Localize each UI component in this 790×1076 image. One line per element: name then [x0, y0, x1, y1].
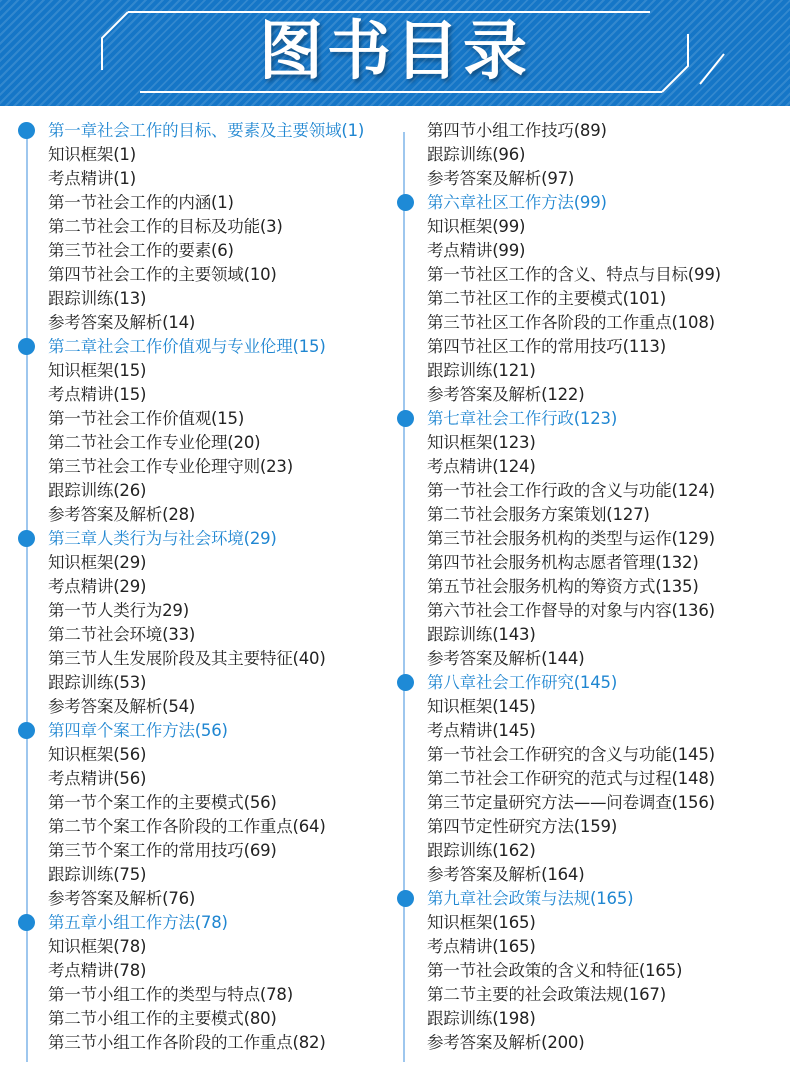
toc-entry [26, 1007, 401, 1031]
toc-entry-label: 考点精讲(56) [48, 769, 147, 788]
toc-entry [405, 695, 790, 719]
toc-entry-label: 第四节社区工作的常用技巧(113) [427, 337, 666, 356]
toc-entry [26, 575, 401, 599]
toc-entry [405, 863, 790, 887]
toc-entry-label: 第一节社会工作行政的含义与功能(124) [427, 481, 715, 500]
toc-entry-label: 考点精讲(78) [48, 961, 147, 980]
toc-entry [405, 383, 790, 407]
timeline-dot-icon [18, 338, 35, 355]
toc-entry [26, 383, 401, 407]
toc-entry-label: 第二节主要的社会政策法规(167) [427, 985, 666, 1004]
header-banner [0, 0, 790, 106]
toc-entry-label: 第三节社区工作各阶段的工作重点(108) [427, 313, 715, 332]
toc-entry-label: 第四章个案工作方法(56) [48, 721, 228, 740]
toc-entry [26, 287, 401, 311]
timeline-dot-icon [397, 410, 414, 427]
toc-entry [405, 815, 790, 839]
toc-entry [26, 239, 401, 263]
toc-entry [405, 239, 790, 263]
toc-entry [405, 719, 790, 743]
toc-entry-label: 跟踪训练(75) [48, 865, 147, 884]
toc-entry-label: 知识框架(165) [427, 913, 536, 932]
toc-entry-label: 第二节社区工作的主要模式(101) [427, 289, 666, 308]
chapter-heading [405, 887, 790, 911]
toc-entry [26, 935, 401, 959]
toc-entry [26, 479, 401, 503]
toc-entry [26, 1031, 401, 1055]
toc-entry [26, 215, 401, 239]
toc-entry-label: 参考答案及解析(97) [427, 169, 575, 188]
toc-entry-label: 第七章社会工作行政(123) [427, 409, 618, 428]
toc-entry-label: 知识框架(145) [427, 697, 536, 716]
toc-entry [26, 551, 401, 575]
toc-entry [405, 935, 790, 959]
toc-entry [26, 815, 401, 839]
toc-entry [26, 359, 401, 383]
toc-entry-label: 第一节社会工作价值观(15) [48, 409, 245, 428]
toc-entry [405, 263, 790, 287]
toc-entry-label: 参考答案及解析(164) [427, 865, 585, 884]
toc-entry [405, 311, 790, 335]
toc-entry [405, 599, 790, 623]
toc-entry [26, 671, 401, 695]
toc-entry-label: 第二节社会工作的目标及功能(3) [48, 217, 283, 236]
toc-entry [405, 1031, 790, 1055]
toc-entry-label: 考点精讲(1) [48, 169, 136, 188]
timeline-dot-icon [397, 194, 414, 211]
timeline-dot-icon [18, 530, 35, 547]
toc-entry [405, 215, 790, 239]
toc-entry-label: 第二节个案工作各阶段的工作重点(64) [48, 817, 326, 836]
toc-entry-label: 第四节社会工作的主要领域(10) [48, 265, 277, 284]
toc-entry-label: 第二节社会工作研究的范式与过程(148) [427, 769, 715, 788]
toc-entry [26, 743, 401, 767]
toc-entry-label: 跟踪训练(53) [48, 673, 147, 692]
toc-entry-label: 跟踪训练(143) [427, 625, 536, 644]
toc-entry [26, 647, 401, 671]
toc-entry [26, 791, 401, 815]
timeline-dot-icon [18, 722, 35, 739]
toc-entry [26, 311, 401, 335]
toc-entry [26, 863, 401, 887]
toc-entry-label: 考点精讲(124) [427, 457, 536, 476]
toc-entry [26, 839, 401, 863]
toc-entry-label: 第三节社会服务机构的类型与运作(129) [427, 529, 715, 548]
toc-entry-label: 跟踪训练(162) [427, 841, 536, 860]
toc-entry-label: 第一节社会工作研究的含义与功能(145) [427, 745, 715, 764]
toc-entry [405, 527, 790, 551]
toc-entry [405, 911, 790, 935]
toc-entry-label: 第二章社会工作价值观与专业伦理(15) [48, 337, 326, 356]
toc-entry [26, 887, 401, 911]
toc-entry [26, 959, 401, 983]
page-title: 图书目录 [259, 15, 531, 89]
toc-entry-label: 知识框架(78) [48, 937, 147, 956]
toc-entry-label: 第一节小组工作的类型与特点(78) [48, 985, 293, 1004]
toc-entry-label: 参考答案及解析(200) [427, 1033, 585, 1052]
toc-entry-label: 第六节社会工作督导的对象与内容(136) [427, 601, 715, 620]
toc-entry-label: 跟踪训练(198) [427, 1009, 536, 1028]
toc-entry-label: 跟踪训练(26) [48, 481, 147, 500]
toc-entry-label: 参考答案及解析(122) [427, 385, 585, 404]
toc-entry [26, 623, 401, 647]
toc-entry [26, 143, 401, 167]
toc-column-right [405, 119, 790, 1055]
toc-entry [405, 287, 790, 311]
toc-column-left [26, 119, 401, 1055]
toc-entry-label: 参考答案及解析(76) [48, 889, 196, 908]
toc-entry [26, 431, 401, 455]
toc-entry [405, 767, 790, 791]
toc-entry-label: 跟踪训练(96) [427, 145, 526, 164]
toc-entry-label: 参考答案及解析(28) [48, 505, 196, 524]
chapter-heading [26, 119, 401, 143]
toc-entry [405, 503, 790, 527]
toc-entry [405, 167, 790, 191]
toc-entry [405, 743, 790, 767]
toc-entry [405, 455, 790, 479]
toc-entry [405, 575, 790, 599]
toc-entry-label: 第三章人类行为与社会环境(29) [48, 529, 277, 548]
toc-entry [26, 455, 401, 479]
toc-entry [26, 167, 401, 191]
toc-entry-label: 第一节社区工作的含义、特点与目标(99) [427, 265, 721, 284]
toc-entry-label: 第二节社会工作专业伦理(20) [48, 433, 261, 452]
toc-entry-label: 参考答案及解析(144) [427, 649, 585, 668]
toc-entry-label: 第八章社会工作研究(145) [427, 673, 618, 692]
chapter-heading [405, 671, 790, 695]
chapter-heading [26, 719, 401, 743]
toc-entry [26, 599, 401, 623]
toc-entry [26, 191, 401, 215]
toc-entry-label: 第三节人生发展阶段及其主要特征(40) [48, 649, 326, 668]
toc-entry-label: 第五节社会服务机构的筹资方式(135) [427, 577, 699, 596]
toc-entry-label: 知识框架(15) [48, 361, 147, 380]
toc-entry-label: 跟踪训练(13) [48, 289, 147, 308]
toc-entry-label: 第六章社区工作方法(99) [427, 193, 607, 212]
toc-entry-label: 第四节社会服务机构志愿者管理(132) [427, 553, 699, 572]
toc-entry [405, 143, 790, 167]
toc-entry-label: 第四节定性研究方法(159) [427, 817, 618, 836]
timeline-dot-icon [18, 122, 35, 139]
toc-entry-label: 第一章社会工作的目标、要素及主要领域(1) [48, 121, 365, 140]
toc-entry-label: 知识框架(123) [427, 433, 536, 452]
toc-entry-label: 考点精讲(99) [427, 241, 526, 260]
toc-entry [405, 119, 790, 143]
toc-entry-label: 第三节社会工作的要素(6) [48, 241, 234, 260]
toc-entry-label: 第九章社会政策与法规(165) [427, 889, 634, 908]
toc-entry [405, 959, 790, 983]
toc-entry [405, 839, 790, 863]
chapter-heading [405, 191, 790, 215]
toc-entry [405, 431, 790, 455]
timeline-dot-icon [397, 890, 414, 907]
chapter-heading [26, 335, 401, 359]
toc-entry [405, 983, 790, 1007]
toc-entry-label: 第三节小组工作各阶段的工作重点(82) [48, 1033, 326, 1052]
toc-entry [405, 551, 790, 575]
toc-entry-label: 第二节小组工作的主要模式(80) [48, 1009, 277, 1028]
toc-entry-label: 第一节社会工作的内涵(1) [48, 193, 234, 212]
toc-entry [405, 1007, 790, 1031]
chapter-heading [26, 911, 401, 935]
toc-entry-label: 跟踪训练(121) [427, 361, 536, 380]
toc-entry [405, 623, 790, 647]
toc-entry-label: 知识框架(1) [48, 145, 136, 164]
toc-entry-label: 考点精讲(15) [48, 385, 147, 404]
toc-entry-label: 考点精讲(29) [48, 577, 147, 596]
toc-entry [26, 263, 401, 287]
toc-entry-label: 第三节定量研究方法——问卷调查(156) [427, 793, 715, 812]
toc-entry-label: 第三节社会工作专业伦理守则(23) [48, 457, 293, 476]
toc-entry-label: 知识框架(56) [48, 745, 147, 764]
toc-entry [26, 407, 401, 431]
toc-entry [26, 503, 401, 527]
toc-entry-label: 考点精讲(165) [427, 937, 536, 956]
toc-entry [405, 335, 790, 359]
toc-entry [405, 479, 790, 503]
toc-entry-label: 第二节社会环境(33) [48, 625, 196, 644]
toc-entry-label: 参考答案及解析(14) [48, 313, 196, 332]
toc-entry-label: 知识框架(99) [427, 217, 526, 236]
toc-entry-label: 第一节人类行为29) [48, 601, 189, 620]
toc-entry [26, 983, 401, 1007]
chapter-heading [405, 407, 790, 431]
toc-entry-label: 知识框架(29) [48, 553, 147, 572]
toc-entry-label: 第一节个案工作的主要模式(56) [48, 793, 277, 812]
toc-entry [405, 791, 790, 815]
chapter-heading [26, 527, 401, 551]
toc-entry-label: 第五章小组工作方法(78) [48, 913, 228, 932]
timeline-dot-icon [397, 674, 414, 691]
toc-entry-label: 参考答案及解析(54) [48, 697, 196, 716]
toc-entry [26, 767, 401, 791]
toc-entry-label: 第四节小组工作技巧(89) [427, 121, 607, 140]
toc-entry-label: 考点精讲(145) [427, 721, 536, 740]
toc-entry [26, 695, 401, 719]
timeline-dot-icon [18, 914, 35, 931]
toc-entry-label: 第二节社会服务方案策划(127) [427, 505, 650, 524]
toc-entry [405, 359, 790, 383]
toc-entry-label: 第一节社会政策的含义和特征(165) [427, 961, 683, 980]
toc-entry [405, 647, 790, 671]
toc-entry-label: 第三节个案工作的常用技巧(69) [48, 841, 277, 860]
